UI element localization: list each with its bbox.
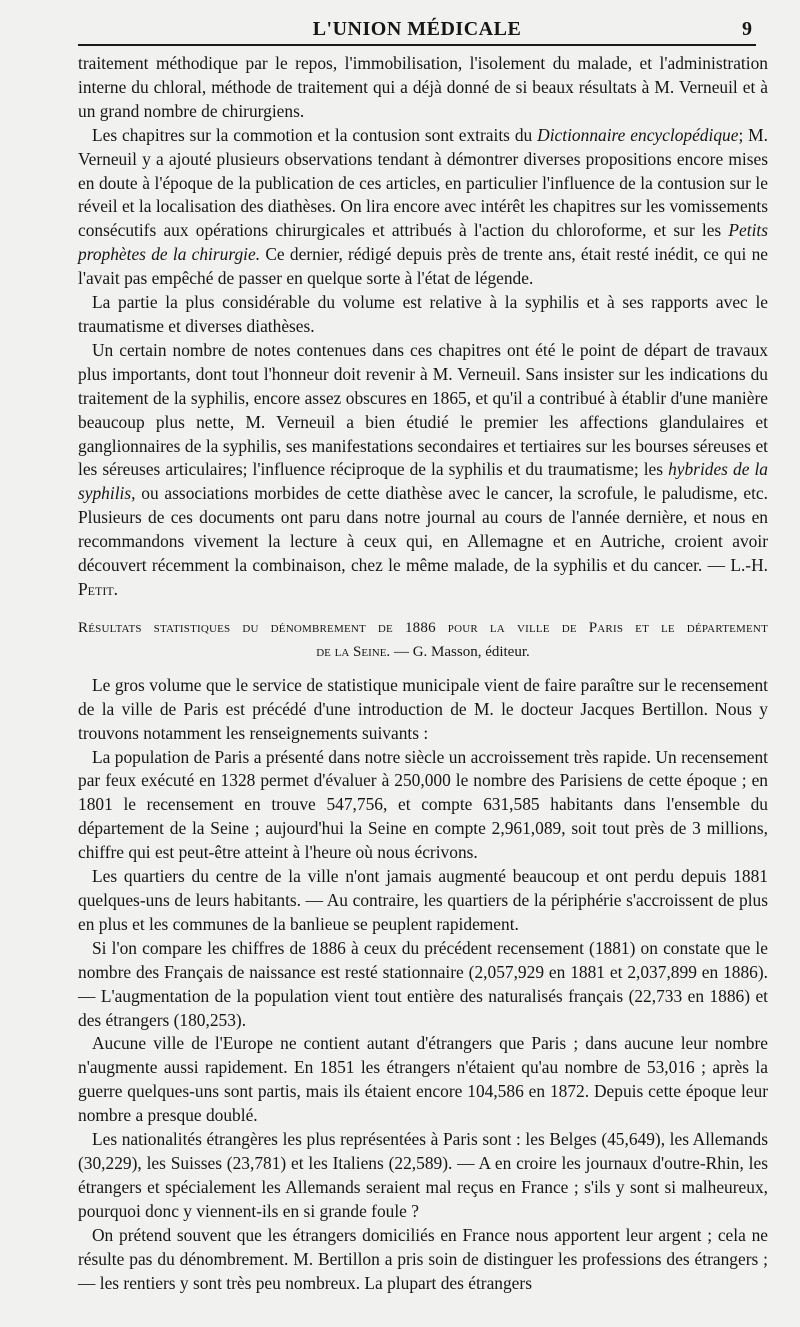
review-title-seine: de la Seine.: [316, 643, 391, 660]
author-signature: Petit.: [78, 578, 119, 599]
review-paragraph-6: Les nationalités étrangères les plus représentées à Paris sont : les Belges (45,649), les Allemands (30,229), les Suisses (23,781) et les Italiens (22,589). — A en croire les journaux d'outre-Rhin, les étrangers et spécialement les Allemands seraient mal reçus en France ; s'ils y sont si malheureux, pourquoi donc y viennent-ils en si grande foule ?: [78, 1129, 768, 1221]
review-paragraph-1: Le gros volume que le service de statistique municipale vient de faire paraître sur le recensement de la ville de Paris est précédé d'une introduction de M. le docteur Jacques Bertillon. Nous y trouvons notamment les renseignements suivants :: [78, 674, 768, 743]
review-paragraph-4: Si l'on compare les chiffres de 1886 à ceux du précédent recensement (1881) on constate que le nombre des Français de naissance est resté stationnaire (2,057,929 en 1881 et 2,037,899 en 1886). — L'augmentation de la population vient tout entière des naturalisés français (22,733 en 1886) et des étrangers (180,253).: [78, 937, 768, 1030]
paragraph-4-italic-hybrides: hybrides de la syphilis,: [78, 459, 768, 504]
paragraph-2-italic-dictionnaire: Dictionnaire encyclopédique: [537, 124, 739, 145]
paragraph-2-text-b: ; M. Verneuil y a ajouté plusieurs observations tendant à démontrer diverses propositions encore mises en doute à l'époque de la publication de ces articles, en particulier l'influence de la contusion sur le réveil et la localisation des diathèses. On lira encore avec intérêt les chapitres sur les vomissements consécutifs aux opérations chirurgicales et attribués à l'action du chloroforme, et sur les: [78, 124, 768, 241]
review-paragraph-7: On prétend souvent que les étrangers domiciliés en France nous apportent leur argent ; cela ne résulte pas du dénombrement. M. Bertillon a pris soin de distinguer les professions des étrangers ; — les rentiers y sont très peu nombreux. La plupart des étrangers: [78, 1224, 768, 1293]
review-title-line-1: Résultats statistiques du dénombrement de 1886 pour la ville de Paris et le département: [78, 619, 768, 636]
paragraph-3: La partie la plus considérable du volume est relative à la syphilis et à ses rapports avec le traumatisme et diverses diathèses.: [78, 292, 768, 336]
review-title: [78, 616, 768, 664]
page-number: 9: [742, 18, 752, 40]
paragraph-4-text-a: Un certain nombre de notes contenues dans ces chapitres ont été le point de départ de travaux plus importants, dont tout l'honneur doit revenir à M. Verneuil. Sans insister sur les indications du traitement de la syphilis, encore assez obscures en 1865, et qu'il a contribué à établir d'une manière beaucoup plus nette, M. Verneuil a bien étudié le premier les affections glandulaires et ganglionnaires de la syphilis, ses manifestations secondaires et tertiaires sur les bourses séreuses et les séreuses articulaires; l'influence réciproque de la syphilis et du traumatisme; les: [78, 339, 768, 480]
review-paragraph-2: La population de Paris a présenté dans notre siècle un accroissement très rapide. Un recensement par feux exécuté en 1328 permet d'évaluer à 250,000 le nombre des Parisiens de cette époque ; en 1801 le recensement en trouve 547,756, et compte 631,585 habitants dans l'ensemble du département de la Seine ; aujourd'hui la Seine en compte 2,961,089, soit tout près de 3 millions, chiffre qui est peut-être atteint à l'heure où nous écrivons.: [78, 746, 768, 863]
paragraph-1: traitement méthodique par le repos, l'immobilisation, l'isolement du malade, et l'administration interne du chloral, méthode de traitement qui a déjà donné de si beaux résultats à M. Verneuil et à un grand nombre de chirurgiens.: [78, 53, 768, 121]
body-text: [78, 52, 768, 1295]
paragraph-2-text-c: Ce dernier, rédigé depuis près de trente ans, était resté inédit, ce qui ne l'avait pas empêché de passer en quelque sorte à l'état de légende.: [78, 244, 768, 289]
paragraph-4: [78, 339, 768, 602]
review-title-line-2: [78, 640, 768, 664]
paragraph-2: [78, 124, 768, 291]
review-paragraph-3: Les quartiers du centre de la ville n'ont jamais augmenté beaucoup et ont perdu depuis 1881 quelques-uns de leurs habitants. — Au contraire, les quartiers de la périphérie s'accroissent de plus en plus et les communes de la banlieue se peuplent rapidement.: [78, 866, 768, 934]
journal-title: L'UNION MÉDICALE: [312, 18, 522, 40]
review-paragraph-5: Aucune ville de l'Europe ne contient autant d'étrangers que Paris ; dans aucune leur nombre n'augmente aussi rapidement. En 1851 les étrangers n'étaient qu'au nombre de 53,016 ; après la guerre quelques-uns sont partis, mais ils étaient encore 104,586 en 1872. Depuis cette époque leur nombre a presque doublé.: [78, 1033, 768, 1126]
running-header: [78, 12, 756, 46]
paragraph-2-italic-petits-prophetes: Petits prophètes de la chirurgie.: [78, 220, 768, 265]
review-title-publisher: — G. Masson, éditeur.: [390, 643, 530, 660]
paragraph-2-text-a: Les chapitres sur la commotion et la contusion sont extraits du: [92, 124, 538, 145]
paragraph-4-text-b: ou associations morbides de cette diathèse avec le cancer, la scrofule, le paludisme, etc. Plusieurs de ces documents ont paru dans notre journal au cours de l'année dernière, et nous en recommandons vivement la lecture à ceux qui, en Allemagne et en Autriche, croient avoir découvert récemment la combinaison, chez le même malade, de la syphilis et du cancer. — L.-H.: [78, 483, 768, 576]
